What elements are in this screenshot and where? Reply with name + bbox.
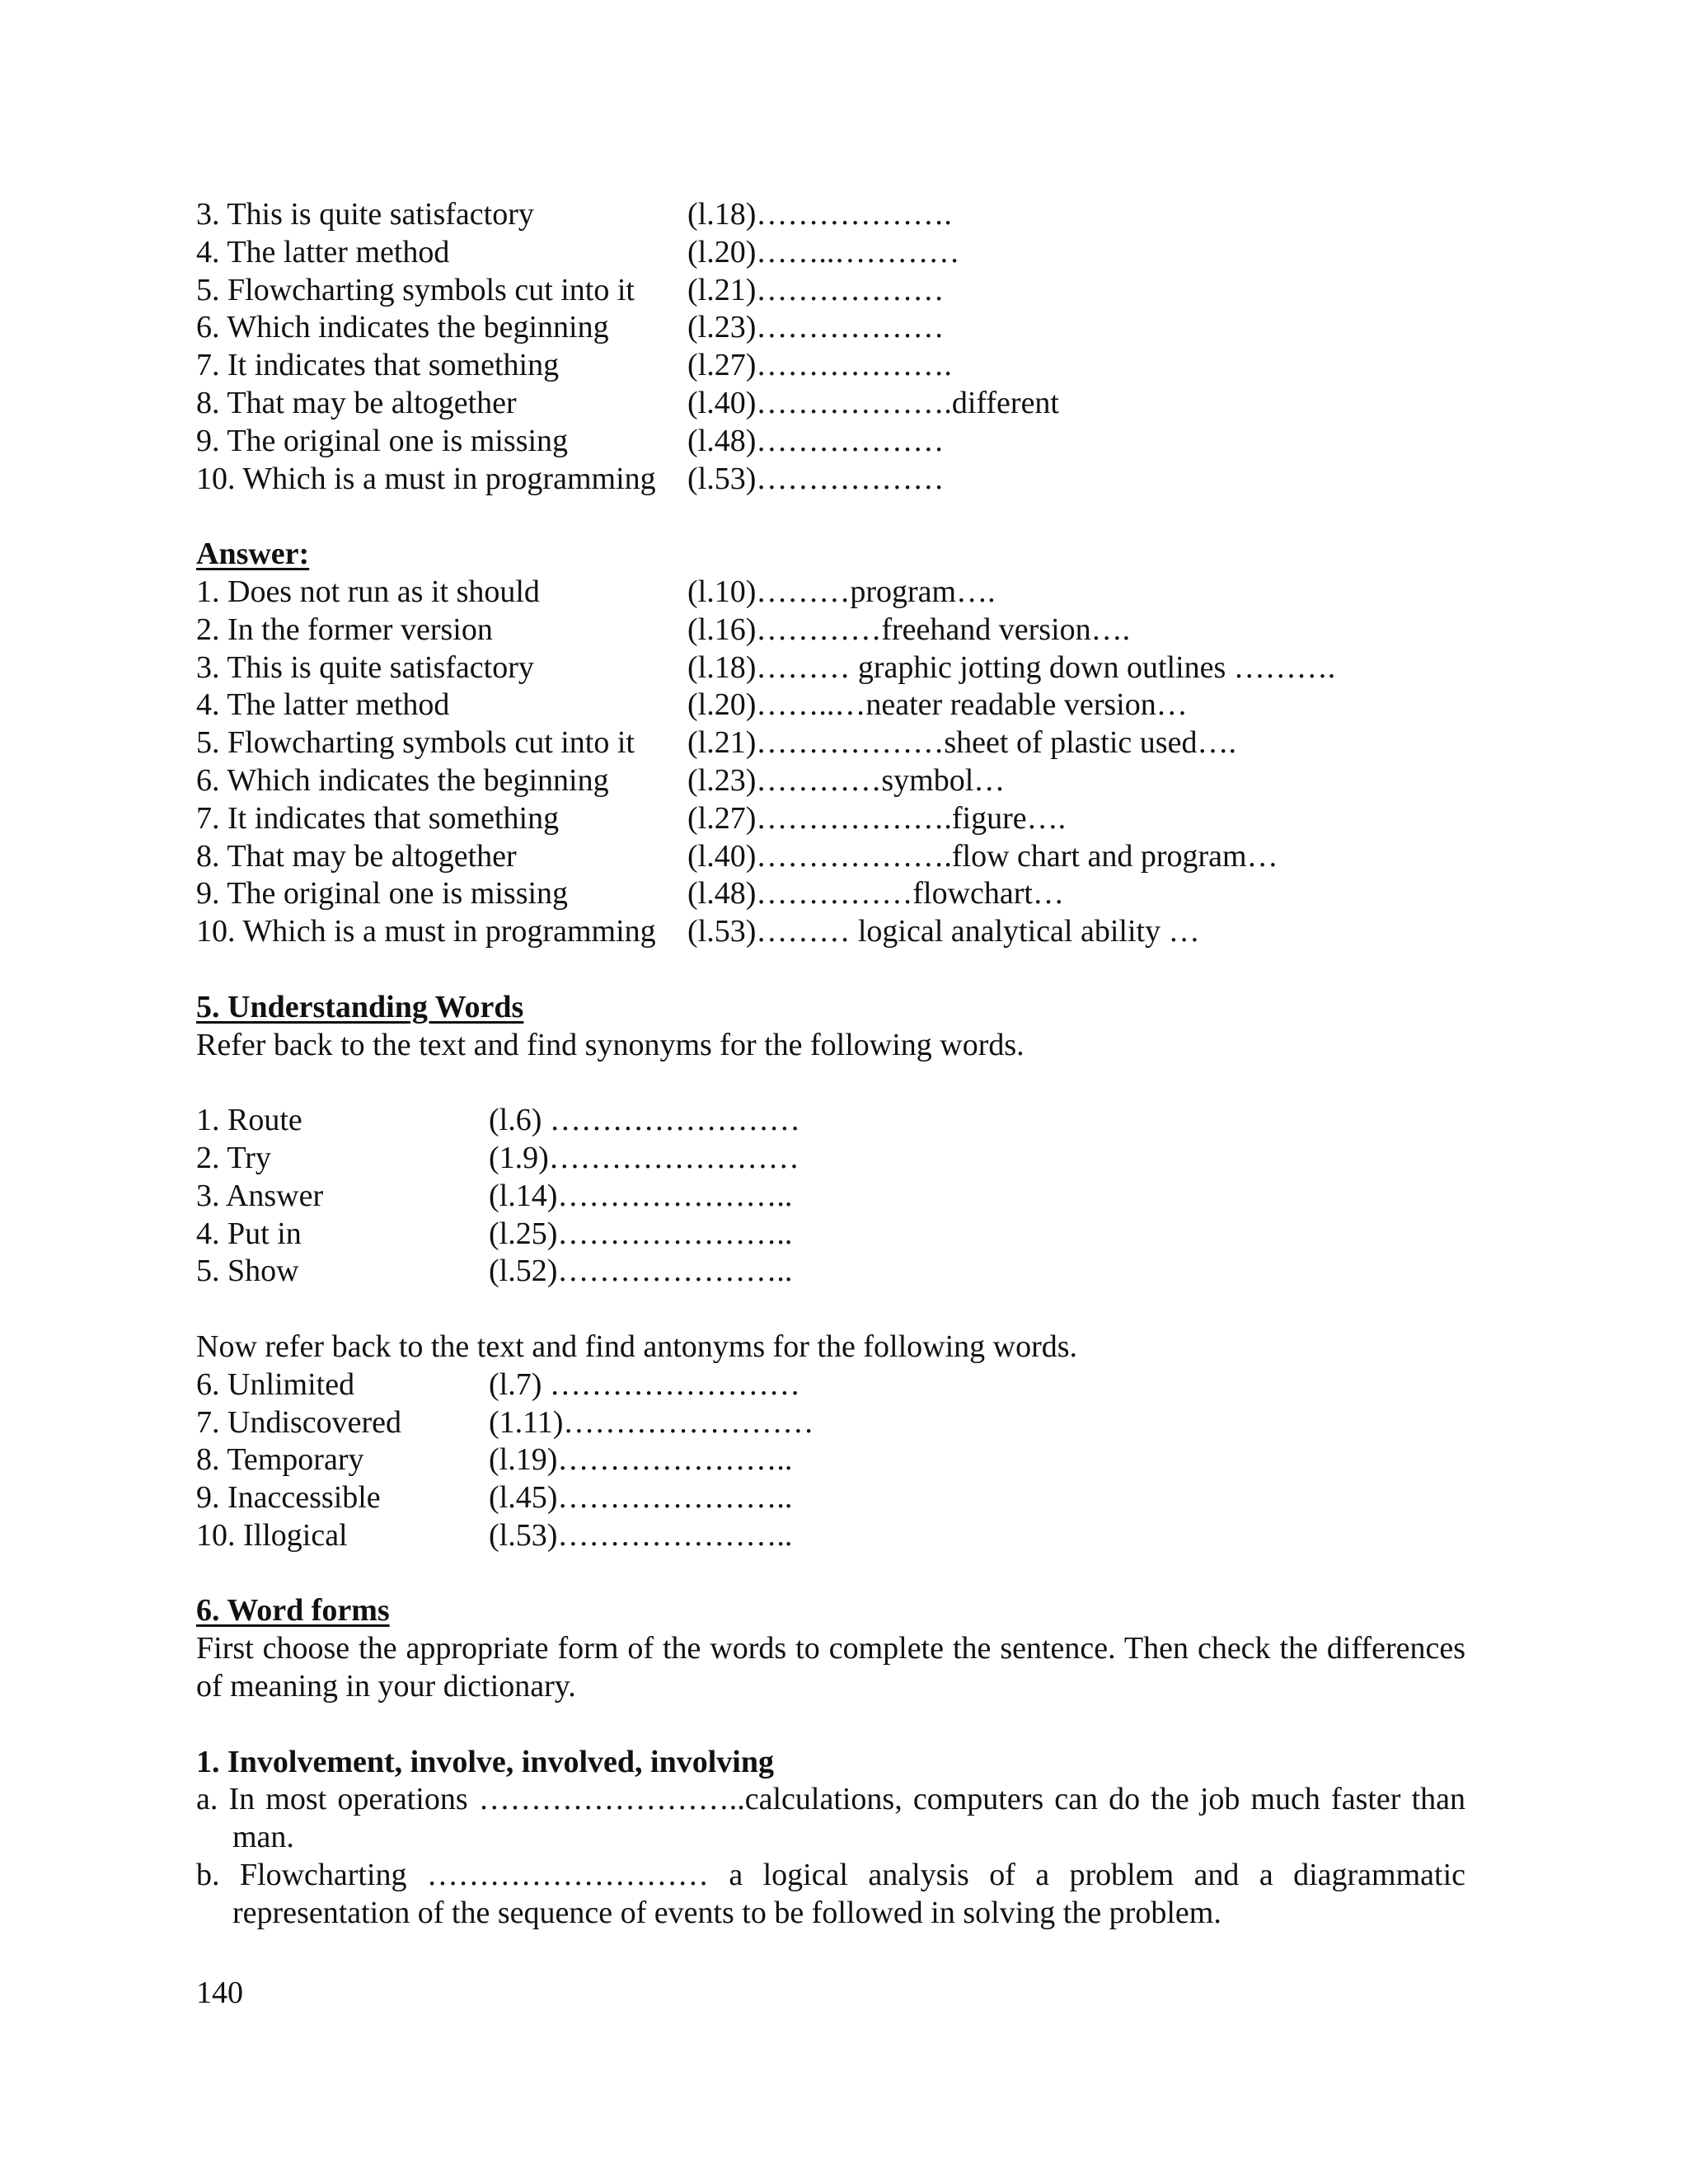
word: 10. Illogical: [196, 1517, 348, 1553]
list-item: [196, 1404, 1465, 1442]
line-ref: (l.27)……………….: [687, 348, 952, 383]
line-ref: (l.53)…………………..: [489, 1517, 793, 1553]
line-ref: (l.52)…………………..: [489, 1254, 793, 1289]
list-item: [196, 1216, 1465, 1254]
list-item: [196, 1366, 1465, 1404]
answer-heading: Answer:: [196, 537, 310, 572]
word-group-title: 1. Involvement, involve, involved, involving: [196, 1744, 774, 1779]
phrase: 5. Flowcharting symbols cut into it: [196, 725, 635, 761]
line-ref: (l.16)…………freehand version….: [687, 612, 1131, 647]
phrase: 3. This is quite satisfactory: [196, 197, 534, 232]
list-item: [196, 272, 1465, 310]
section-heading-understanding-words: 5. Understanding Words: [196, 989, 524, 1024]
phrase: 9. The original one is missing: [196, 876, 569, 912]
phrase: 5. Flowcharting symbols cut into it: [196, 272, 635, 307]
exercise-item-b: b. Flowcharting ……………………… a logical analysis of a problem and a diagrammatic representation of the sequence of events to be followed in solving the problem.: [196, 1858, 1465, 1930]
antonyms-instruction: Now refer back to the text and find antonyms for the following words.: [196, 1329, 1078, 1364]
page-content: [196, 196, 1465, 1933]
synonyms-instruction: Refer back to the text and find synonyms for the following words.: [196, 1027, 1025, 1062]
phrase: 1. Does not run as it should: [196, 574, 540, 609]
line-ref: (l.40)……………….different: [687, 385, 1059, 420]
line-ref: (l.53)……… logical analytical ability …: [687, 914, 1200, 949]
phrase: 7. It indicates that something: [196, 348, 560, 383]
phrase: 6. Which indicates the beginning: [196, 310, 609, 345]
line-ref: (l.20)……..…neater readable version…: [687, 687, 1188, 723]
phrase: 10. Which is a must in programming: [196, 461, 656, 496]
line-ref: (l.45)…………………..: [489, 1480, 793, 1516]
line-ref: (l.40)……………….flow chart and program…: [687, 838, 1278, 874]
line-ref: (l.21)………………sheet of plastic used….: [687, 725, 1236, 761]
word: 1. Route: [196, 1103, 302, 1138]
phrase: 10. Which is a must in programming: [196, 914, 656, 949]
line-ref: (l.18)……………….: [687, 197, 952, 232]
answer-list: [196, 574, 1465, 951]
phrase: 4. The latter method: [196, 687, 450, 723]
list-item: [196, 612, 1465, 649]
line-ref: (l.20)……..…………: [687, 234, 960, 269]
phrase: 9. The original one is missing: [196, 423, 569, 458]
list-item: [196, 649, 1465, 687]
word: 7. Undiscovered: [196, 1404, 402, 1440]
line-ref: (l.14)…………………..: [489, 1178, 793, 1213]
list-item: [196, 687, 1465, 724]
phrase: 3. This is quite satisfactory: [196, 649, 534, 685]
line-ref: (l.27)……………….figure….: [687, 800, 1067, 836]
list-item: [196, 574, 1465, 612]
word: 4. Put in: [196, 1216, 302, 1251]
list-item: [196, 1102, 1465, 1140]
synonyms-list: [196, 1102, 1465, 1291]
word: 6. Unlimited: [196, 1366, 355, 1402]
word: 9. Inaccessible: [196, 1480, 381, 1516]
list-item: [196, 309, 1465, 347]
line-ref: (l.6) ……………………: [489, 1103, 800, 1138]
list-item: [196, 1441, 1465, 1479]
line-ref: (l.23)…………symbol…: [687, 762, 1006, 798]
page-number: 140: [196, 1975, 243, 2010]
line-ref: (l.25)…………………..: [489, 1216, 793, 1251]
phrase: 8. That may be altogether: [196, 838, 517, 874]
word-forms-instruction: First choose the appropriate form of the words to complete the sentence. Then check the differences of meaning in your dictionary.: [196, 1631, 1465, 1704]
list-item: [196, 234, 1465, 272]
word: 8. Temporary: [196, 1442, 364, 1478]
list-item: [196, 1253, 1465, 1291]
line-ref: (l.48)……………flowchart…: [687, 876, 1064, 912]
line-ref: (1.11)……………………: [489, 1404, 814, 1440]
phrase: 7. It indicates that something: [196, 800, 560, 836]
list-item: [196, 1479, 1465, 1517]
antonyms-list: [196, 1366, 1465, 1555]
exercise-list: [196, 196, 1465, 498]
word: 2. Try: [196, 1140, 271, 1175]
list-item: [196, 762, 1465, 800]
list-item: [196, 385, 1465, 423]
list-item: [196, 423, 1465, 461]
list-item: [196, 461, 1465, 499]
line-ref: (1.9)……………………: [489, 1140, 799, 1175]
list-item: [196, 800, 1465, 838]
list-item: [196, 347, 1465, 385]
word: 5. Show: [196, 1254, 299, 1289]
list-item: [196, 1140, 1465, 1178]
line-ref: (l.18)……… graphic jotting down outlines ……….: [687, 649, 1336, 685]
word: 3. Answer: [196, 1178, 324, 1213]
phrase: 8. That may be altogether: [196, 385, 517, 420]
phrase: 4. The latter method: [196, 234, 450, 269]
exercise-item-a: a. In most operations ……………………..calculations, computers can do the job much faster than man.: [196, 1782, 1465, 1855]
section-heading-word-forms: 6. Word forms: [196, 1593, 390, 1629]
list-item: [196, 1178, 1465, 1216]
line-ref: (l.23)………………: [687, 310, 945, 345]
list-item: [196, 1517, 1465, 1555]
line-ref: (l.7) ……………………: [489, 1366, 800, 1402]
line-ref: (l.10)………program….: [687, 574, 996, 609]
list-item: [196, 838, 1465, 876]
line-ref: (l.48)………………: [687, 423, 945, 458]
list-item: [196, 196, 1465, 234]
phrase: 6. Which indicates the beginning: [196, 762, 609, 798]
list-item: [196, 913, 1465, 951]
line-ref: (l.53)………………: [687, 461, 945, 496]
list-item: [196, 724, 1465, 762]
list-item: [196, 875, 1465, 913]
phrase: 2. In the former version: [196, 612, 493, 647]
line-ref: (l.21)………………: [687, 272, 945, 307]
line-ref: (l.19)…………………..: [489, 1442, 793, 1478]
